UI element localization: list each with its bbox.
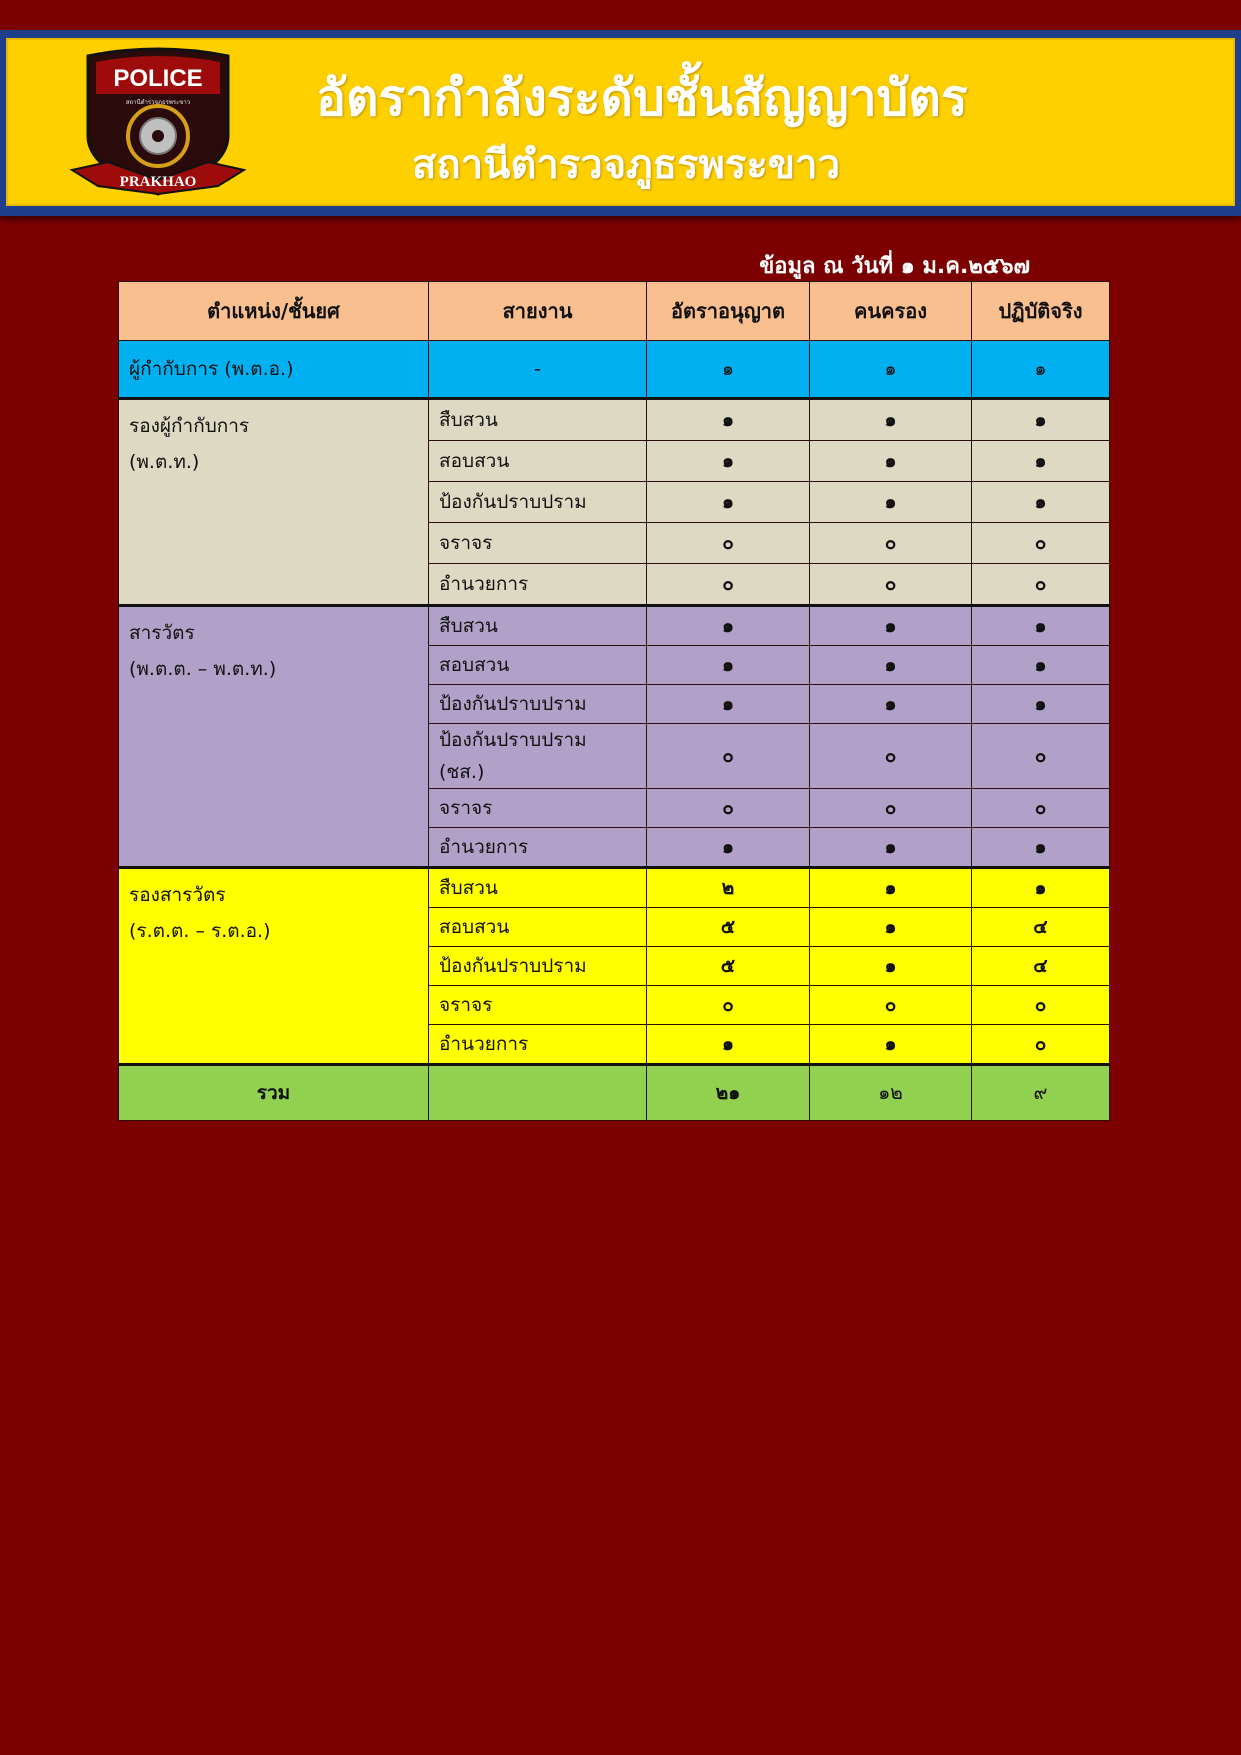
header-banner-frame [0, 30, 1241, 216]
occupied-cell: ๑ [810, 685, 972, 724]
occupied-cell: ๑ [810, 441, 972, 482]
occupied-cell: ๑ [810, 399, 972, 441]
occupied-cell: ๑ [810, 606, 972, 646]
total-line-cell [429, 1065, 647, 1121]
occupied-cell: ๑ [810, 341, 972, 399]
allowed-cell: ๑ [647, 828, 810, 868]
table-row [119, 341, 1110, 399]
actual-cell: ๐ [972, 564, 1110, 606]
line-cell: อำนวยการ [429, 564, 647, 606]
col-header-rank: ตำแหน่ง/ชั้นยศ [119, 282, 429, 341]
col-header-occupied: คนครอง [810, 282, 972, 341]
allowed-cell: ๕ [647, 947, 810, 986]
occupied-cell: ๑ [810, 828, 972, 868]
logo-top-text: POLICE [113, 65, 203, 92]
total-actual: ๙ [972, 1065, 1110, 1121]
occupied-cell: ๑ [810, 947, 972, 986]
allowed-cell: ๑ [647, 646, 810, 685]
actual-cell: ๐ [972, 1025, 1110, 1065]
actual-cell: ๑ [972, 868, 1110, 908]
occupied-cell: ๐ [810, 564, 972, 606]
line-cell: ป้องกันปราบปราม [429, 685, 647, 724]
occupied-cell: ๑ [810, 1025, 972, 1065]
table-row [119, 606, 1110, 646]
line-cell: จราจร [429, 986, 647, 1025]
table-header-row [119, 282, 1110, 341]
occupied-cell: ๑ [810, 646, 972, 685]
actual-cell: ๑ [972, 441, 1110, 482]
rank-cell [119, 606, 429, 868]
actual-cell: ๑ [972, 828, 1110, 868]
rank-cell: ผู้กำกับการ (พ.ต.อ.) [119, 341, 429, 399]
line-name: ป้องกันปราบปราม [439, 729, 587, 751]
actual-cell: ๐ [972, 789, 1110, 828]
line-cell: ป้องกันปราบปราม [429, 482, 647, 523]
page-subtitle: สถานีตำรวจภูธรพระขาว [411, 142, 841, 188]
occupied-cell: ๐ [810, 789, 972, 828]
col-header-allowed: อัตราอนุญาต [647, 282, 810, 341]
occupied-cell: ๐ [810, 523, 972, 564]
allowed-cell: ๑ [647, 606, 810, 646]
logo-bottom-text: PRAKHAO [119, 174, 197, 190]
actual-cell: ๑ [972, 482, 1110, 523]
total-row [119, 1065, 1110, 1121]
line-note: (ชส.) [439, 761, 485, 783]
rank-cell [119, 399, 429, 606]
actual-cell: ๑ [972, 646, 1110, 685]
allowed-cell: ๑ [647, 685, 810, 724]
table-row [119, 399, 1110, 441]
allowed-cell: ๑ [647, 482, 810, 523]
actual-cell: ๐ [972, 724, 1110, 789]
line-cell: อำนวยการ [429, 828, 647, 868]
allowed-cell: ๕ [647, 908, 810, 947]
occupied-cell: ๑ [810, 482, 972, 523]
actual-cell: ๑ [972, 399, 1110, 441]
total-occupied: ๑๒ [810, 1065, 972, 1121]
line-cell: สืบสวน [429, 399, 647, 441]
allowed-cell: ๐ [647, 986, 810, 1025]
line-cell: อำนวยการ [429, 1025, 647, 1065]
line-cell: สอบสวน [429, 646, 647, 685]
line-cell: จราจร [429, 789, 647, 828]
occupied-cell: ๐ [810, 986, 972, 1025]
rank-name: รองสารวัตร [129, 884, 226, 906]
occupied-cell: ๑ [810, 908, 972, 947]
actual-cell: ๔ [972, 947, 1110, 986]
table-row [119, 868, 1110, 908]
line-cell: - [429, 341, 647, 399]
allowed-cell: ๐ [647, 564, 810, 606]
line-cell: จราจร [429, 523, 647, 564]
rank-rates-table [118, 281, 1110, 1121]
actual-cell: ๐ [972, 523, 1110, 564]
actual-cell: ๔ [972, 908, 1110, 947]
police-badge-logo [68, 44, 248, 196]
col-header-line: สายงาน [429, 282, 647, 341]
allowed-cell: ๐ [647, 789, 810, 828]
occupied-cell: ๐ [810, 724, 972, 789]
actual-cell: ๑ [972, 606, 1110, 646]
allowed-cell: ๑ [647, 341, 810, 399]
actual-cell: ๐ [972, 986, 1110, 1025]
line-cell: ป้องกันปราบปราม [429, 947, 647, 986]
logo-small-text: สถานีตำรวจภูธรพระขาว [125, 99, 191, 106]
line-cell: สอบสวน [429, 908, 647, 947]
rank-name: รองผู้กำกับการ [129, 415, 250, 437]
header-banner [6, 38, 1235, 206]
line-cell [429, 724, 647, 789]
allowed-cell: ๐ [647, 523, 810, 564]
col-header-actual: ปฏิบัติจริง [972, 282, 1110, 341]
allowed-cell: ๒ [647, 868, 810, 908]
line-cell: สอบสวน [429, 441, 647, 482]
as-of-date: ข้อมูล ณ วันที่ ๑ ม.ค.๒๕๖๗ [759, 254, 1030, 279]
rank-cell [119, 868, 429, 1065]
rank-grade: (พ.ต.ต. – พ.ต.ท.) [129, 658, 277, 680]
actual-cell: ๑ [972, 685, 1110, 724]
line-cell: สืบสวน [429, 606, 647, 646]
occupied-cell: ๑ [810, 868, 972, 908]
allowed-cell: ๑ [647, 1025, 810, 1065]
rank-grade: (ร.ต.ต. – ร.ต.อ.) [129, 920, 271, 942]
total-label: รวม [119, 1065, 429, 1121]
actual-cell: ๑ [972, 341, 1110, 399]
rank-grade: (พ.ต.ท.) [129, 451, 200, 473]
allowed-cell: ๐ [647, 724, 810, 789]
total-allowed: ๒๑ [647, 1065, 810, 1121]
line-cell: สืบสวน [429, 868, 647, 908]
rank-name: สารวัตร [129, 622, 195, 644]
allowed-cell: ๑ [647, 441, 810, 482]
allowed-cell: ๑ [647, 399, 810, 441]
page-title: อัตรากำลังระดับชั้นสัญญาบัตร [316, 69, 968, 127]
